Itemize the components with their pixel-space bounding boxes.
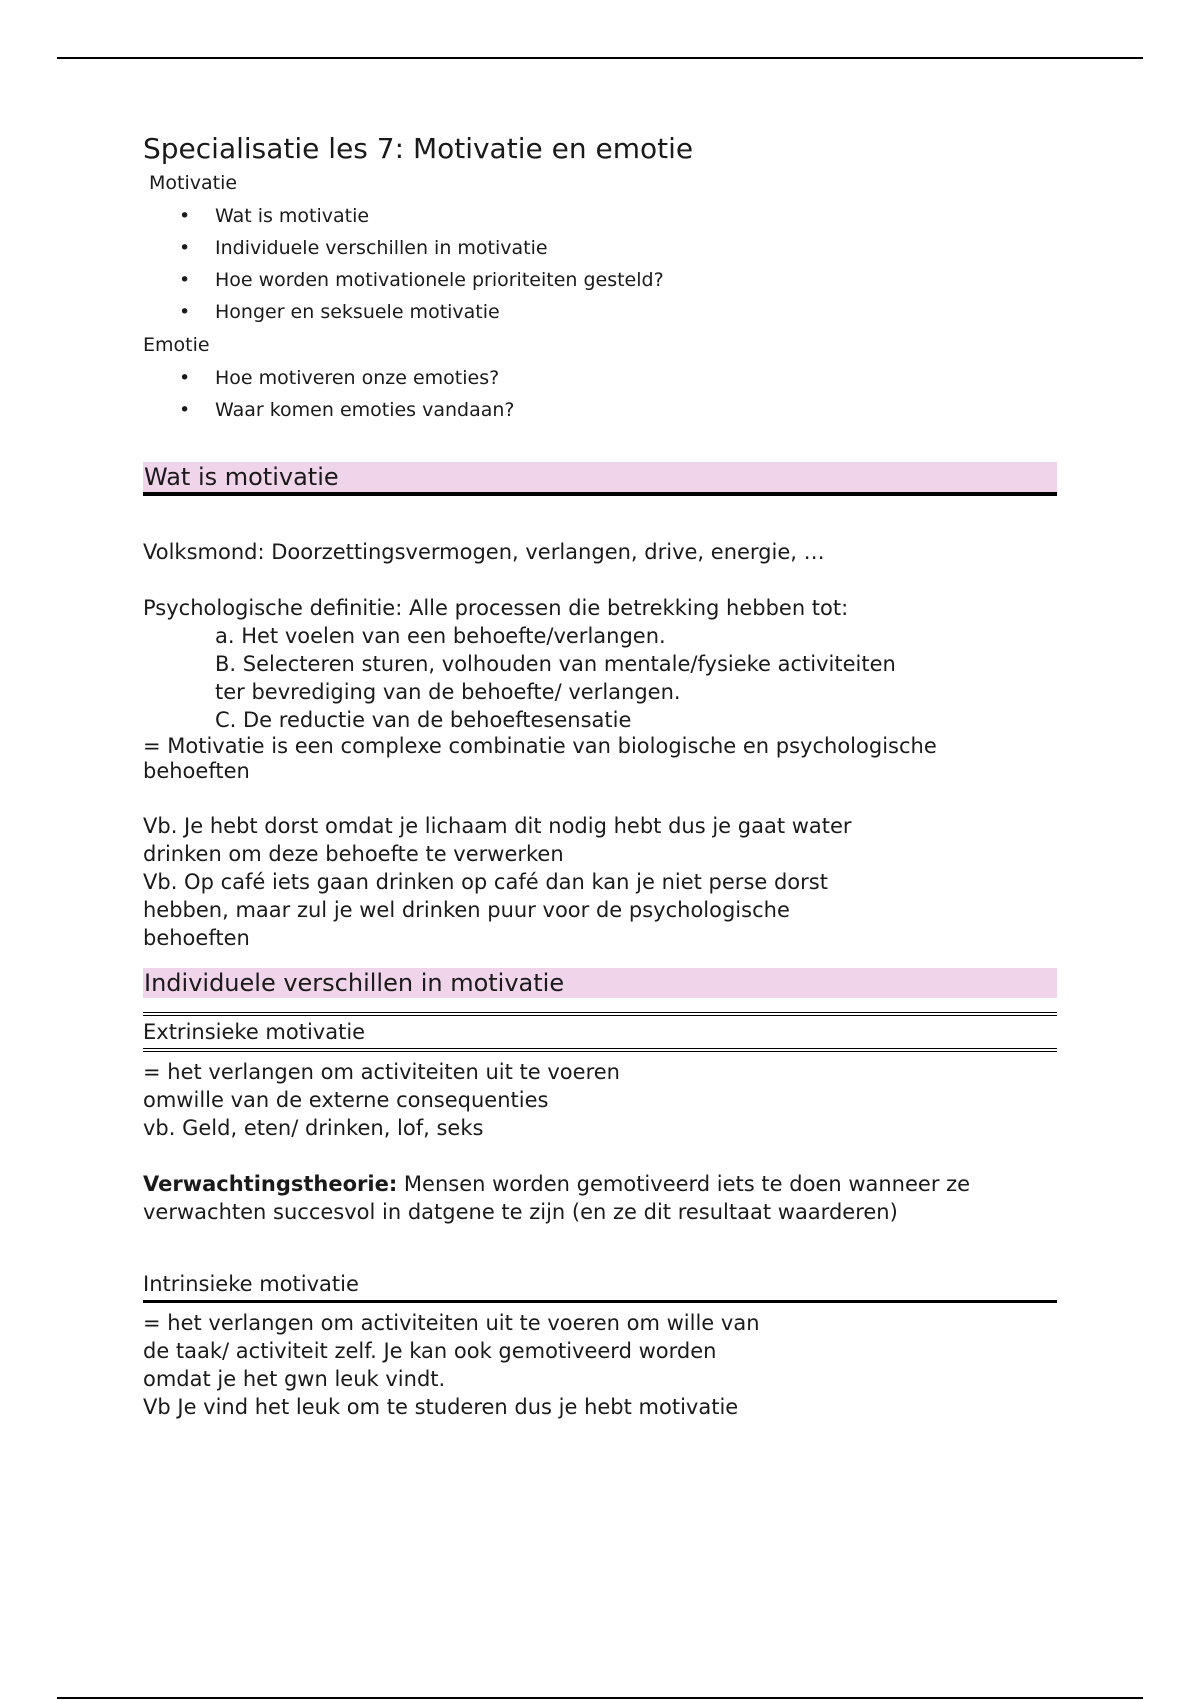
subheading-intrinsieke-motivatie: Intrinsieke motivatie (143, 1268, 1057, 1303)
toc-item: • Honger en seksuele motivatie (143, 296, 1057, 328)
voorbeeld1-line1: Vb. Je hebt dorst omdat je lichaam dit nodig hebt dus je gaat water (143, 814, 852, 838)
intrinsiek-line3: omdat je het gwn leuk vindt. (143, 1367, 446, 1391)
page-bottom-rule (57, 1697, 1143, 1699)
spacer (143, 784, 1057, 812)
definitie-item-a: a. Het voelen van een behoefte/verlangen. (215, 624, 666, 648)
toc-emotie-list (143, 362, 1057, 426)
conclusie-line1: = Motivatie is een complexe combinatie van biologische en psychologische (143, 734, 937, 758)
definitie-item-c: C. De reductie van de behoeftesensatie (215, 708, 632, 732)
extrinsiek-line2: omwille van de externe consequenties (143, 1088, 549, 1112)
verwachtingstheorie-label: Verwachtingstheorie: (143, 1172, 398, 1196)
toc-item: • Waar komen emoties vandaan? (143, 394, 1057, 426)
definitie-intro: Psychologische definitie: Alle processen die betrekking hebben tot: (143, 596, 849, 620)
extrinsiek-line1: = het verlangen om activiteiten uit te voeren (143, 1060, 620, 1084)
spacer (143, 1142, 1057, 1170)
toc-emotie-heading: Emotie (143, 334, 210, 356)
definitie-item-b-line1: B. Selecteren sturen, volhouden van mentale/fysieke activiteiten (215, 652, 896, 676)
toc-item: • Individuele verschillen in motivatie (143, 232, 1057, 264)
voorbeeld2-line3: behoeften (143, 926, 250, 950)
voorbeeld2-line1: Vb. Op café iets gaan drinken op café dan kan je niet perse dorst (143, 870, 828, 894)
volksmond-text: Volksmond: Doorzettingsvermogen, verlangen, drive, energie, … (143, 540, 825, 564)
voorbeeld2-line2: hebben, maar zul je wel drinken puur voor de psychologische (143, 898, 790, 922)
toc-motivatie-list (143, 200, 1057, 328)
conclusie-line2: behoeften (143, 759, 250, 783)
toc-item: • Hoe worden motivationele prioriteiten gesteld? (143, 264, 1057, 296)
intrinsiek-line2: de taak/ activiteit zelf. Je kan ook gemotiveerd worden (143, 1339, 717, 1363)
toc-item: • Wat is motivatie (143, 200, 1057, 232)
section-heading-wat-is-motivatie: Wat is motivatie (143, 462, 1057, 496)
voorbeeld1-line2: drinken om deze behoefte te verwerken (143, 842, 564, 866)
page-top-rule (57, 57, 1143, 59)
subheading-extrinsieke-motivatie: Extrinsieke motivatie (143, 1016, 1057, 1052)
spacer (143, 496, 1057, 538)
section-heading-individuele-verschillen: Individuele verschillen in motivatie (143, 968, 1057, 998)
extrinsiek-line3: vb. Geld, eten/ drinken, lof, seks (143, 1116, 484, 1140)
intrinsiek-line4: Vb Je vind het leuk om te studeren dus je hebt motivatie (143, 1395, 739, 1419)
verwachtingstheorie-line2: verwachten succesvol in datgene te zijn (en ze dit resultaat waarderen) (143, 1200, 898, 1224)
spacer (143, 566, 1057, 594)
intrinsiek-line1: = het verlangen om activiteiten uit te voeren om wille van (143, 1311, 760, 1335)
document-page (143, 130, 1057, 1421)
toc-motivatie-heading: Motivatie (149, 172, 238, 194)
definitie-item-b-line2: ter bevrediging van de behoefte/ verlangen. (215, 680, 681, 704)
toc-item: • Hoe motiveren onze emoties? (143, 362, 1057, 394)
page-title: Specialisatie les 7: Motivatie en emotie (143, 132, 694, 165)
verwachtingstheorie-text: Mensen worden gemotiveerd iets te doen wanneer ze (397, 1172, 971, 1196)
verwachtingstheorie-line1 (143, 1170, 1057, 1198)
spacer (143, 1226, 1057, 1268)
